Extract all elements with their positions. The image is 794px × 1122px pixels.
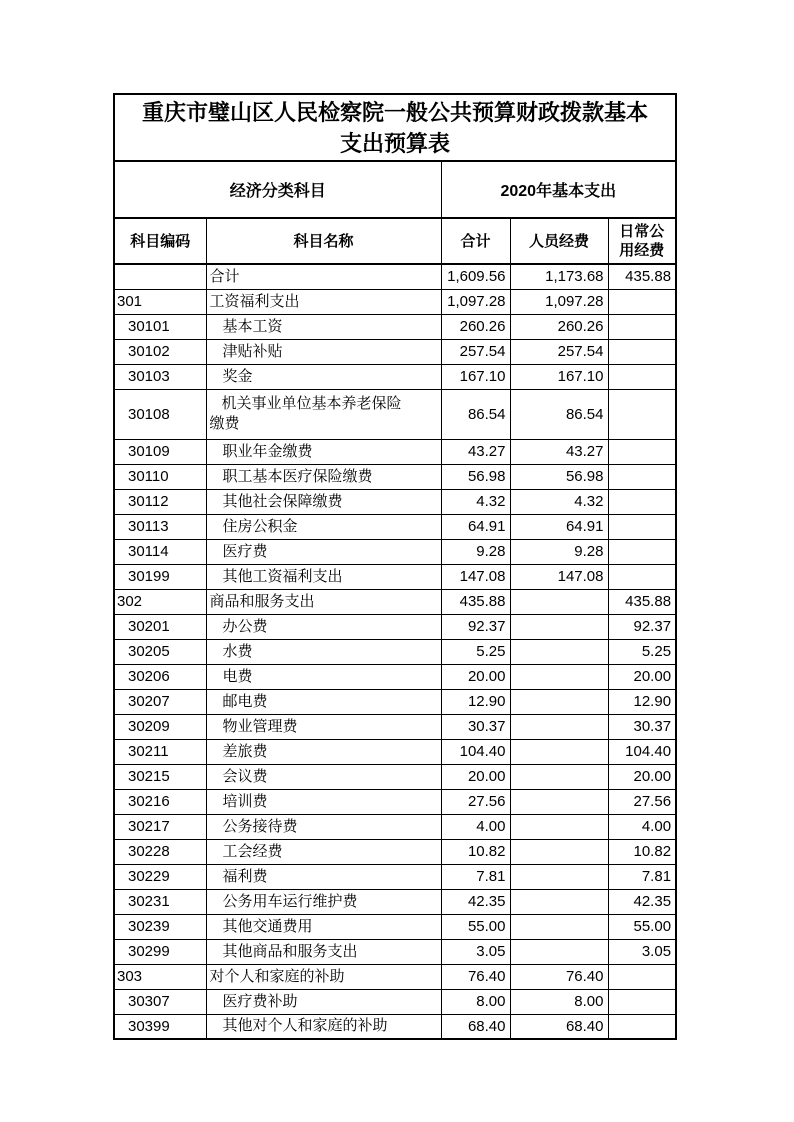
subject-code-cell: 30307 (114, 989, 206, 1014)
title-row (114, 94, 676, 161)
subject-name-cell (206, 989, 441, 1014)
table-row (114, 564, 676, 589)
table-row (114, 689, 676, 714)
subject-name-text: 其他商品和服务支出 (222, 942, 358, 960)
subject-name-text: 电费 (222, 667, 253, 685)
subject-name-text: 住房公积金 (222, 517, 298, 535)
daily-public-funds-cell (608, 514, 676, 539)
subject-name-text: 会议费 (222, 767, 268, 785)
total-cell: 104.40 (441, 739, 510, 764)
subject-name-text: 工会经费 (222, 842, 283, 860)
subject-name-text: 差旅费 (222, 742, 268, 760)
subject-name-cell (206, 814, 441, 839)
table-row (114, 789, 676, 814)
personnel-funds-cell (510, 914, 608, 939)
subject-name-text: 医疗费 (222, 542, 268, 560)
daily-public-funds-cell: 12.90 (608, 689, 676, 714)
table-row (114, 264, 676, 289)
table-row (114, 589, 676, 614)
total-cell: 92.37 (441, 614, 510, 639)
subject-code-cell: 30299 (114, 939, 206, 964)
total-cell: 30.37 (441, 714, 510, 739)
subject-name-cell (206, 364, 441, 389)
total-cell: 7.81 (441, 864, 510, 889)
daily-public-funds-cell (608, 339, 676, 364)
subject-name-cell (206, 564, 441, 589)
subject-name-cell (206, 914, 441, 939)
subject-name-text: 医疗费补助 (222, 992, 298, 1010)
subject-name-text: 其他工资福利支出 (222, 567, 343, 585)
subject-code-cell: 30108 (114, 389, 206, 439)
subject-code-cell: 30228 (114, 839, 206, 864)
daily-public-funds-cell (608, 564, 676, 589)
table-row (114, 814, 676, 839)
table-row (114, 314, 676, 339)
subject-name-text: 物业管理费 (222, 717, 298, 735)
table-row (114, 989, 676, 1014)
daily-public-funds-cell (608, 539, 676, 564)
subject-code-cell: 30207 (114, 689, 206, 714)
column-header-personnel-funds: 人员经费 (510, 218, 608, 264)
subject-name-cell (206, 739, 441, 764)
subject-name-text: 津贴补贴 (222, 342, 283, 360)
personnel-funds-cell: 4.32 (510, 489, 608, 514)
subject-name-text: 培训费 (222, 792, 268, 810)
subject-name-cell (206, 714, 441, 739)
total-cell: 8.00 (441, 989, 510, 1014)
subject-code-cell: 303 (114, 964, 206, 989)
subject-name-text: 合计 (209, 267, 240, 285)
subject-name-cell (206, 639, 441, 664)
total-cell: 9.28 (441, 539, 510, 564)
daily-public-funds-cell: 27.56 (608, 789, 676, 814)
total-cell: 20.00 (441, 764, 510, 789)
table-row (114, 664, 676, 689)
table-row (114, 539, 676, 564)
group-header-economic-classification: 经济分类科目 (114, 161, 441, 218)
table-row (114, 439, 676, 464)
personnel-funds-cell (510, 689, 608, 714)
daily-public-funds-cell: 4.00 (608, 814, 676, 839)
subject-name-cell (206, 439, 441, 464)
personnel-funds-cell (510, 639, 608, 664)
subject-name-text: 其他交通费用 (222, 917, 313, 935)
subject-name-text: 职业年金缴费 (222, 442, 313, 460)
table-row (114, 489, 676, 514)
subject-name-cell (206, 864, 441, 889)
personnel-funds-cell: 257.54 (510, 339, 608, 364)
total-cell: 1,097.28 (441, 289, 510, 314)
subject-code-cell: 30102 (114, 339, 206, 364)
personnel-funds-cell (510, 764, 608, 789)
subject-code-cell: 301 (114, 289, 206, 314)
subject-code-cell: 30113 (114, 514, 206, 539)
subject-code-cell: 30112 (114, 489, 206, 514)
total-cell: 42.35 (441, 889, 510, 914)
personnel-funds-cell (510, 814, 608, 839)
subject-code-cell: 30201 (114, 614, 206, 639)
subject-code-cell: 30103 (114, 364, 206, 389)
subject-name-cell (206, 939, 441, 964)
table-row (114, 739, 676, 764)
subject-name-cell (206, 689, 441, 714)
subject-code-cell: 30239 (114, 914, 206, 939)
subject-code-cell: 30109 (114, 439, 206, 464)
table-row (114, 939, 676, 964)
subject-code-cell (114, 264, 206, 289)
subject-name-text: 职工基本医疗保险缴费 (222, 467, 373, 485)
personnel-funds-cell (510, 839, 608, 864)
daily-public-funds-cell (608, 364, 676, 389)
table-row (114, 464, 676, 489)
subject-name-cell (206, 889, 441, 914)
total-cell: 43.27 (441, 439, 510, 464)
subject-code-cell: 30205 (114, 639, 206, 664)
personnel-funds-cell (510, 589, 608, 614)
table-body (114, 264, 676, 1039)
personnel-funds-cell: 260.26 (510, 314, 608, 339)
subject-name-cell (206, 389, 441, 439)
subject-code-cell: 30211 (114, 739, 206, 764)
personnel-funds-cell (510, 889, 608, 914)
subject-name-cell (206, 314, 441, 339)
group-header-row (114, 161, 676, 218)
subject-code-cell: 30209 (114, 714, 206, 739)
subject-name-text: 公务接待费 (222, 817, 298, 835)
daily-public-funds-cell: 435.88 (608, 589, 676, 614)
budget-table (113, 93, 677, 1040)
subject-code-cell: 30229 (114, 864, 206, 889)
subject-name-cell (206, 764, 441, 789)
subject-name-cell (206, 264, 441, 289)
subject-code-cell: 30101 (114, 314, 206, 339)
daily-public-funds-cell: 5.25 (608, 639, 676, 664)
total-cell: 257.54 (441, 339, 510, 364)
subject-name-cell (206, 589, 441, 614)
personnel-funds-cell (510, 789, 608, 814)
table-row (114, 964, 676, 989)
total-cell: 64.91 (441, 514, 510, 539)
total-cell: 435.88 (441, 589, 510, 614)
subject-name-text: 水费 (222, 642, 253, 660)
subject-code-cell: 30399 (114, 1014, 206, 1039)
subject-name-cell (206, 839, 441, 864)
table-row (114, 364, 676, 389)
daily-public-funds-cell: 10.82 (608, 839, 676, 864)
subject-name-cell (206, 489, 441, 514)
subject-code-cell: 30215 (114, 764, 206, 789)
personnel-funds-cell: 64.91 (510, 514, 608, 539)
personnel-funds-cell: 9.28 (510, 539, 608, 564)
personnel-funds-cell (510, 864, 608, 889)
personnel-funds-cell: 56.98 (510, 464, 608, 489)
personnel-funds-cell: 167.10 (510, 364, 608, 389)
daily-public-funds-cell: 92.37 (608, 614, 676, 639)
subject-name-text: 工资福利支出 (209, 292, 300, 310)
total-cell: 12.90 (441, 689, 510, 714)
daily-public-funds-cell: 30.37 (608, 714, 676, 739)
total-cell: 3.05 (441, 939, 510, 964)
total-cell: 260.26 (441, 314, 510, 339)
total-cell: 1,609.56 (441, 264, 510, 289)
personnel-funds-cell (510, 664, 608, 689)
subject-name-text: 机关事业单位基本养老保险缴费 (209, 395, 402, 432)
daily-public-funds-cell: 104.40 (608, 739, 676, 764)
subject-name-cell (206, 464, 441, 489)
table-header (114, 94, 676, 264)
table-row (114, 389, 676, 439)
personnel-funds-cell (510, 739, 608, 764)
subject-name-text: 其他对个人和家庭的补助 (222, 1017, 388, 1035)
personnel-funds-cell: 1,173.68 (510, 264, 608, 289)
subject-name-text: 公务用车运行维护费 (222, 892, 358, 910)
table-row (114, 889, 676, 914)
subject-code-cell: 30206 (114, 664, 206, 689)
subject-name-text: 邮电费 (222, 692, 268, 710)
total-cell: 76.40 (441, 964, 510, 989)
table-row (114, 839, 676, 864)
subject-code-cell: 30199 (114, 564, 206, 589)
subject-name-text: 商品和服务支出 (209, 592, 315, 610)
personnel-funds-cell: 8.00 (510, 989, 608, 1014)
subject-name-cell (206, 964, 441, 989)
total-cell: 5.25 (441, 639, 510, 664)
subject-name-cell (206, 1014, 441, 1039)
daily-public-funds-cell (608, 389, 676, 439)
subject-name-text: 对个人和家庭的补助 (209, 967, 345, 985)
total-cell: 20.00 (441, 664, 510, 689)
total-cell: 4.32 (441, 489, 510, 514)
subject-name-cell (206, 339, 441, 364)
daily-public-funds-cell (608, 989, 676, 1014)
total-cell: 86.54 (441, 389, 510, 439)
personnel-funds-cell: 43.27 (510, 439, 608, 464)
subject-name-cell (206, 514, 441, 539)
personnel-funds-cell: 1,097.28 (510, 289, 608, 314)
subject-name-text: 福利费 (222, 867, 268, 885)
table-row (114, 639, 676, 664)
table-row (114, 289, 676, 314)
daily-public-funds-cell (608, 1014, 676, 1039)
subject-name-cell (206, 664, 441, 689)
total-cell: 68.40 (441, 1014, 510, 1039)
subject-code-cell: 30231 (114, 889, 206, 914)
personnel-funds-cell: 147.08 (510, 564, 608, 589)
personnel-funds-cell: 68.40 (510, 1014, 608, 1039)
daily-public-funds-cell (608, 439, 676, 464)
table-row (114, 614, 676, 639)
daily-public-funds-cell (608, 489, 676, 514)
column-header-subject-code: 科目编码 (114, 218, 206, 264)
total-cell: 4.00 (441, 814, 510, 839)
daily-public-funds-cell: 20.00 (608, 664, 676, 689)
subject-code-cell: 30110 (114, 464, 206, 489)
total-cell: 27.56 (441, 789, 510, 814)
column-header-total: 合计 (441, 218, 510, 264)
daily-public-funds-cell (608, 464, 676, 489)
daily-public-funds-cell (608, 314, 676, 339)
subject-name-text: 奖金 (222, 367, 253, 385)
total-cell: 147.08 (441, 564, 510, 589)
daily-public-funds-cell (608, 964, 676, 989)
daily-public-funds-cell (608, 289, 676, 314)
total-cell: 56.98 (441, 464, 510, 489)
total-cell: 167.10 (441, 364, 510, 389)
column-header-subject-name: 科目名称 (206, 218, 441, 264)
table-title: 重庆市璧山区人民检察院一般公共预算财政拨款基本支出预算表 (114, 94, 676, 161)
table-row (114, 1014, 676, 1039)
subject-name-cell (206, 614, 441, 639)
personnel-funds-cell: 76.40 (510, 964, 608, 989)
daily-public-funds-cell: 3.05 (608, 939, 676, 964)
total-cell: 55.00 (441, 914, 510, 939)
subject-name-cell (206, 539, 441, 564)
personnel-funds-cell: 86.54 (510, 389, 608, 439)
subject-name-text: 办公费 (222, 617, 268, 635)
column-header-daily-public-funds: 日常公用经费 (608, 218, 676, 264)
daily-public-funds-cell: 42.35 (608, 889, 676, 914)
table-row (114, 914, 676, 939)
personnel-funds-cell (510, 714, 608, 739)
table-row (114, 339, 676, 364)
subject-name-cell (206, 789, 441, 814)
subject-code-cell: 30216 (114, 789, 206, 814)
table-row (114, 514, 676, 539)
table-row (114, 764, 676, 789)
daily-public-funds-cell: 55.00 (608, 914, 676, 939)
total-cell: 10.82 (441, 839, 510, 864)
daily-public-funds-cell: 7.81 (608, 864, 676, 889)
personnel-funds-cell (510, 614, 608, 639)
subject-name-text: 基本工资 (222, 317, 283, 335)
subject-code-cell: 30217 (114, 814, 206, 839)
group-header-2020-basic-expenditure: 2020年基本支出 (441, 161, 676, 218)
daily-public-funds-cell: 20.00 (608, 764, 676, 789)
table-row (114, 714, 676, 739)
table-row (114, 864, 676, 889)
subject-code-cell: 302 (114, 589, 206, 614)
daily-public-funds-cell: 435.88 (608, 264, 676, 289)
column-header-row (114, 218, 676, 264)
subject-name-text: 其他社会保障缴费 (222, 492, 343, 510)
subject-code-cell: 30114 (114, 539, 206, 564)
subject-name-cell (206, 289, 441, 314)
personnel-funds-cell (510, 939, 608, 964)
